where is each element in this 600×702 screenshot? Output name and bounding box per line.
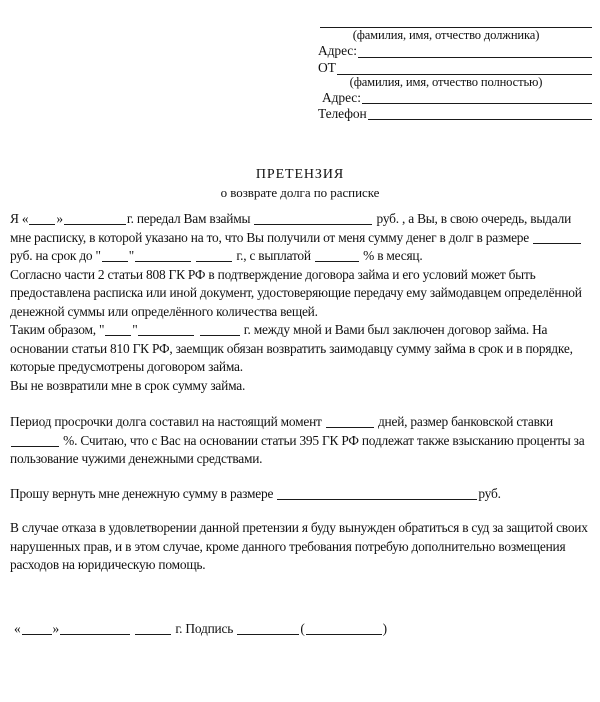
sign-seg3: г. Подпись: [175, 621, 234, 636]
sign-seg4: (: [300, 621, 305, 636]
sign-seg2: »: [52, 621, 59, 636]
p1-seg7: г., с выплатой: [236, 248, 311, 263]
page-title: ПРЕТЕНЗИЯ: [255, 167, 345, 182]
p5-seg2: дней, размер банковской ставки: [377, 414, 553, 429]
debtor-name-caption: (фамилия, имя, отчество должника): [352, 28, 540, 42]
p1-amount-fill[interactable]: [254, 212, 372, 225]
p3-month-fill[interactable]: [138, 323, 194, 336]
p6-amount-fill[interactable]: [277, 487, 477, 500]
debtor-name-fill-line[interactable]: [320, 14, 592, 28]
p3-seg2: ": [132, 322, 138, 337]
p1-seg8: % в месяц.: [363, 248, 423, 263]
debtor-address-label: Адрес:: [318, 43, 357, 59]
paragraph-overdue-period: [10, 413, 592, 469]
p5-seg1: Период просрочки долга составил на настоящий момент: [10, 414, 322, 429]
sign-day-fill[interactable]: [22, 622, 52, 635]
p6-seg1: Прошу вернуть мне денежную сумму в размере: [10, 485, 274, 501]
paragraph-article-808: Согласно части 2 статьи 808 ГК РФ в подтверждение договора займа и его условий может быть предоставлена расписка или иной документ, удостоверяющие передачу ему займодавцем определённой денежной суммы или определённого количества вещей.: [10, 266, 582, 319]
p1-due-day-fill[interactable]: [102, 249, 128, 262]
sender-address-row: [300, 90, 592, 104]
p1-month-fill[interactable]: [64, 212, 126, 225]
p1-seg1: Я «: [10, 211, 29, 226]
signature-block: [14, 620, 574, 638]
sign-seg1: «: [14, 621, 21, 636]
sender-name-caption: (фамилия, имя, отчество полностью): [349, 74, 543, 89]
p1-due-month-fill[interactable]: [135, 249, 191, 262]
p1-day-fill[interactable]: [29, 212, 55, 225]
from-label: ОТ: [318, 60, 336, 76]
p1-seg6: ": [128, 248, 135, 263]
sender-from-row: [300, 61, 592, 75]
debtor-address-row: [300, 44, 592, 58]
p5-days-fill[interactable]: [326, 415, 374, 428]
p3-seg1: Таким образом, ": [10, 322, 105, 337]
sign-month-fill[interactable]: [60, 622, 130, 635]
sender-phone-row: [300, 106, 592, 120]
p1-seg2: »: [56, 211, 63, 226]
p1-amount2-fill[interactable]: [533, 231, 581, 244]
title-block: [0, 167, 600, 201]
p1-due-year-fill[interactable]: [196, 249, 232, 262]
p5-rate-fill[interactable]: [11, 434, 59, 447]
p6-seg2: руб.: [478, 485, 501, 501]
debtor-address-fill-line[interactable]: [358, 44, 592, 58]
paragraph-demand-amount: [10, 485, 592, 504]
sender-name-fill-line[interactable]: [337, 61, 592, 75]
p1-percent-fill[interactable]: [315, 249, 359, 262]
document-body: [10, 210, 592, 575]
page-subtitle: о возврате долга по расписке: [220, 185, 380, 201]
paragraph-not-returned: Вы не возвратили мне в срок сумму займа.: [10, 377, 246, 393]
p1-seg3: г. передал Вам взаймы: [126, 211, 251, 226]
sign-seg5: ): [382, 621, 387, 636]
phone-label: Телефон: [318, 105, 367, 121]
sign-year-fill[interactable]: [135, 622, 171, 635]
sender-address-fill-line[interactable]: [362, 90, 592, 104]
sign-signature-fill[interactable]: [237, 622, 299, 635]
debtor-name-row: [300, 14, 592, 28]
p3-year-fill[interactable]: [200, 323, 240, 336]
paragraph-article-810: [10, 321, 592, 377]
p3-seg3: г. между мной и Вами был заключен договор займа. На основании статьи 810 ГК РФ, заемщик обязан возвратить заимодавцу сумму займа в срок и в порядке, которые предусмотрены договором займа.: [10, 322, 573, 374]
paragraph-court-warning: В случае отказа в удовлетворении данной претензии я буду вынужден обратиться в суд за защитой своих нарушенных прав, и в этом случае, кроме данного требования потребую дополнительно возмещения расходов на юридическую помощь.: [10, 520, 588, 572]
p3-day-fill[interactable]: [105, 323, 131, 336]
p1-seg4: руб. , а Вы, в свою очередь, выдали мне расписку, в которой указано на то, что Вы получили от меня сумму денег в долг в размере: [10, 211, 572, 245]
sender-address-label: Адрес:: [322, 89, 361, 105]
sender-phone-fill-line[interactable]: [368, 106, 592, 120]
paragraph-loan-details: [10, 210, 592, 266]
header-block: [300, 14, 592, 120]
p1-seg5: руб. на срок до ": [10, 248, 101, 263]
p5-seg3: %. Считаю, что с Вас на основании статьи 395 ГК РФ подлежат также взысканию проценты за пользование чужими денежными средствами.: [10, 432, 585, 466]
sign-name-fill[interactable]: [306, 622, 382, 635]
